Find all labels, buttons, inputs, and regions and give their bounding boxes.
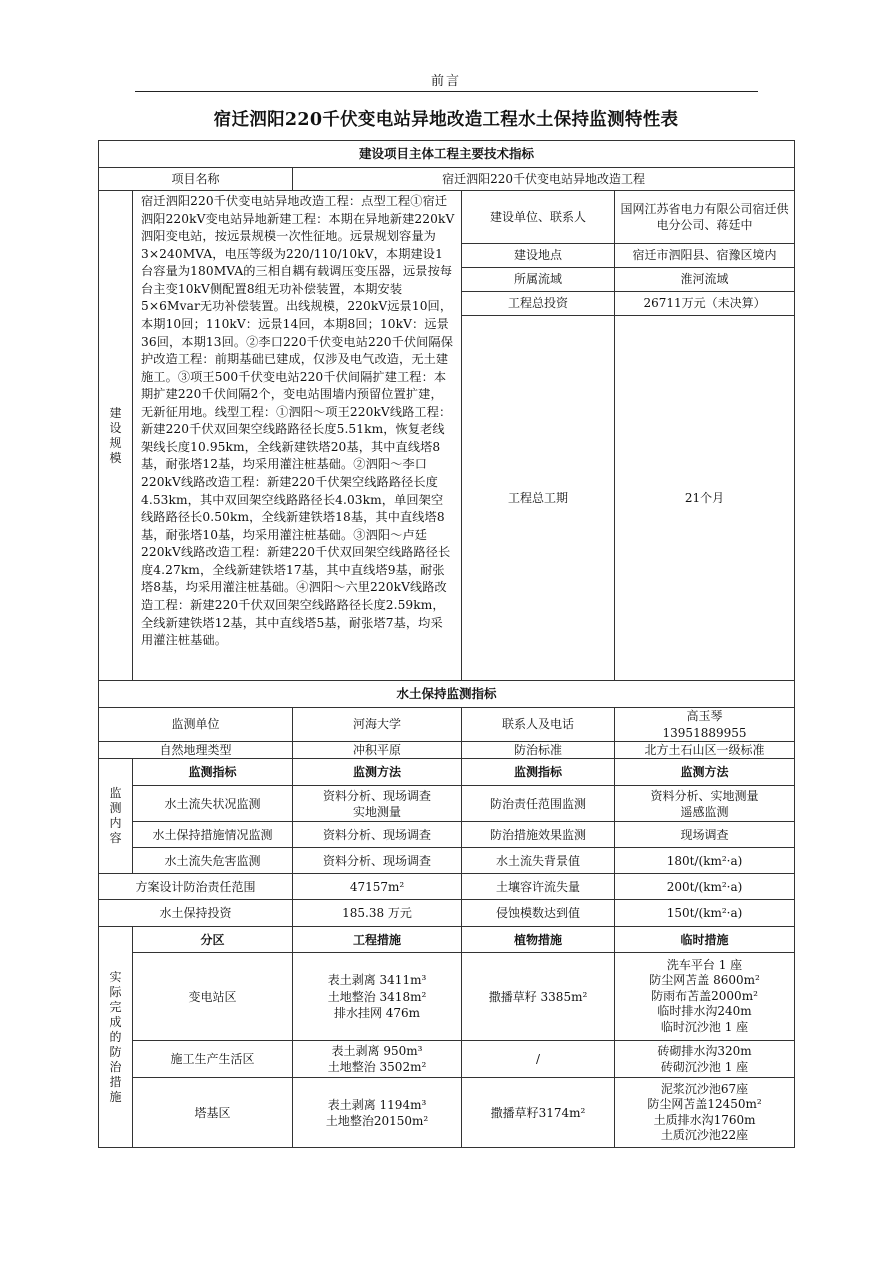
scale-label: 建 设 规 模 [99, 191, 133, 681]
investment-value: 26711万元（未决算） [615, 292, 795, 316]
col-index-1: 监测指标 [133, 759, 293, 786]
monitor-method: 现场调查 [615, 822, 795, 848]
erosion-value: 150t/(km²·a) [615, 900, 795, 927]
monitor-index: 防治措施效果监测 [462, 822, 615, 848]
monitor-method: 资料分析、实地测量 遥感监测 [615, 786, 795, 822]
duration-value: 21个月 [615, 316, 795, 681]
header-divider [135, 91, 758, 92]
temp-measures: 洗车平台 1 座 防尘网苫盖 8600m² 防雨布苫盖2000m² 临时排水沟240m 临时沉沙池 1 座 [615, 953, 795, 1041]
tolerance-value: 200t/(km²·a) [615, 874, 795, 900]
monitor-method: 180t/(km²·a) [615, 848, 795, 874]
section1-title: 建设项目主体工程主要技术指标 [99, 141, 795, 168]
col-plant: 植物措施 [462, 927, 615, 953]
tolerance-label: 土壤容许流失量 [462, 874, 615, 900]
col-method-2: 监测方法 [615, 759, 795, 786]
monitor-index: 水土流失背景值 [462, 848, 615, 874]
contact-phone: 13951889955 [662, 725, 747, 740]
location-value: 宿迁市泗阳县、宿豫区境内 [615, 244, 795, 268]
monitor-method: 资料分析、现场调查 实地测量 [293, 786, 462, 822]
page-header: 前言 [430, 74, 461, 89]
monitor-index: 水土保持措施情况监测 [133, 822, 293, 848]
contact-value [615, 708, 795, 742]
monitor-index: 水土流失危害监测 [133, 848, 293, 874]
plant-measures: 撒播草籽3174m² [462, 1078, 615, 1148]
engineering-measures: 表土剥离 3411m³ 土地整治 3418m² 排水挂网 476m [293, 953, 462, 1041]
monitor-row [99, 848, 795, 874]
scope-label: 方案设计防治责任范围 [99, 874, 293, 900]
duration-label: 工程总工期 [462, 316, 615, 681]
scope-value: 47157m² [293, 874, 462, 900]
plant-measures: 撒播草籽 3385m² [462, 953, 615, 1041]
monitor-index: 水土流失状况监测 [133, 786, 293, 822]
engineering-measures: 表土剥离 1194m³ 土地整治20150m² [293, 1078, 462, 1148]
col-engineering: 工程措施 [293, 927, 462, 953]
zone-name: 塔基区 [133, 1078, 293, 1148]
characteristics-table [98, 140, 795, 1148]
monitor-method: 资料分析、现场调查 [293, 822, 462, 848]
monitor-unit-label: 监测单位 [99, 708, 293, 742]
basin-label: 所属流域 [462, 268, 615, 292]
col-method-1: 监测方法 [293, 759, 462, 786]
standard-label: 防治标准 [462, 742, 615, 759]
zone-name: 变电站区 [133, 953, 293, 1041]
measure-row [99, 953, 795, 1041]
col-temp: 临时措施 [615, 927, 795, 953]
measure-row [99, 1041, 795, 1078]
engineering-measures: 表土剥离 950m³ 土地整治 3502m² [293, 1041, 462, 1078]
landform-label: 自然地理类型 [99, 742, 293, 759]
monitor-row [99, 822, 795, 848]
col-zone: 分区 [133, 927, 293, 953]
builder-label: 建设单位、联系人 [462, 191, 615, 244]
contact-name: 高玉琴 [686, 709, 723, 724]
location-label: 建设地点 [462, 244, 615, 268]
plant-measures: / [462, 1041, 615, 1078]
zone-name: 施工生产生活区 [133, 1041, 293, 1078]
builder-value: 国网江苏省电力有限公司宿迁供电分公司、蒋廷中 [615, 191, 795, 244]
project-name-label: 项目名称 [99, 168, 293, 191]
monitor-unit-value: 河海大学 [293, 708, 462, 742]
swc-invest-label: 水土保持投资 [99, 900, 293, 927]
temp-measures: 泥浆沉沙池67座 防尘网苫盖12450m² 土质排水沟1760m 土质沉沙池22座 [615, 1078, 795, 1148]
section2-title: 水土保持监测指标 [99, 681, 795, 708]
project-name-value: 宿迁泗阳220千伏变电站异地改造工程 [293, 168, 795, 191]
monitor-content-label: 监 测 内 容 [99, 759, 133, 874]
measures-label: 实 际 完 成 的 防 治 措 施 [99, 927, 133, 1148]
scale-description: 宿迁泗阳220千伏变电站异地改造工程：点型工程①宿迁泗阳220kV变电站异地新建工程：本期在异地新建220kV泗阳变电站，按远景规模一次性征地。远景规划容量为3×240MVA，电压等级为220/110/10kV，本期建设1台容量为180MVA的三相自耦有载调压变压器，远景按每台主变10kV侧配置8组无功补偿装置，本期安装5×6Mvar无功补偿装置。出线规模，220kV远景10回，本期10回；110kV：远景14回，本期8回；10kV：远景36回，本期13回。②李口220千伏变电站220千伏间隔保护改造工程：前期基础已建成，仅涉及电气改造，无土建施工。③项王500千伏变电站220千伏间隔扩建工程：本期扩建220千伏间隔2个，变电站围墙内预留位置扩建，无新征用地。线型工程：①泗阳～项王220kV线路工程：新建220千伏双回架空线路路径长度5.51km，恢复老线架线长度10.95km，全线新建铁塔20基，其中直线塔8基，耐张塔12基，均采用灌注桩基础。②泗阳～李口220kV线路改造工程：新建220千伏架空线路路径长度4.53km，其中双回架空线路路径长4.03km，单回架空线路路径长0.50km，全线新建铁塔18基，其中直线塔8基，耐张塔10基，均采用灌注桩基础。③泗阳～卢廷220kV线路改造工程：新建220千伏双回架空线路路径长度4.27km，全线新建铁塔17基，其中直线塔9基，耐张塔8基，均采用灌注桩基础。④泗阳～六里220kV线路改造工程：新建220千伏双回架空线路路径长度2.59km，全线新建铁塔12基，其中直线塔5基，耐张塔7基，均采用灌注桩基础。 [133, 191, 462, 681]
contact-label: 联系人及电话 [462, 708, 615, 742]
measure-row [99, 1078, 795, 1148]
document-title: 宿迁泗阳220千伏变电站异地改造工程水土保持监测特性表 [213, 110, 679, 130]
erosion-label: 侵蚀模数达到值 [462, 900, 615, 927]
temp-measures: 砖砌排水沟320m 砖砌沉沙池 1 座 [615, 1041, 795, 1078]
monitor-index: 防治责任范围监测 [462, 786, 615, 822]
col-index-2: 监测指标 [462, 759, 615, 786]
standard-value: 北方土石山区一级标准 [615, 742, 795, 759]
monitor-method: 资料分析、现场调查 [293, 848, 462, 874]
investment-label: 工程总投资 [462, 292, 615, 316]
basin-value: 淮河流域 [615, 268, 795, 292]
monitor-row [99, 786, 795, 822]
swc-invest-value: 185.38 万元 [293, 900, 462, 927]
landform-value: 冲积平原 [293, 742, 462, 759]
